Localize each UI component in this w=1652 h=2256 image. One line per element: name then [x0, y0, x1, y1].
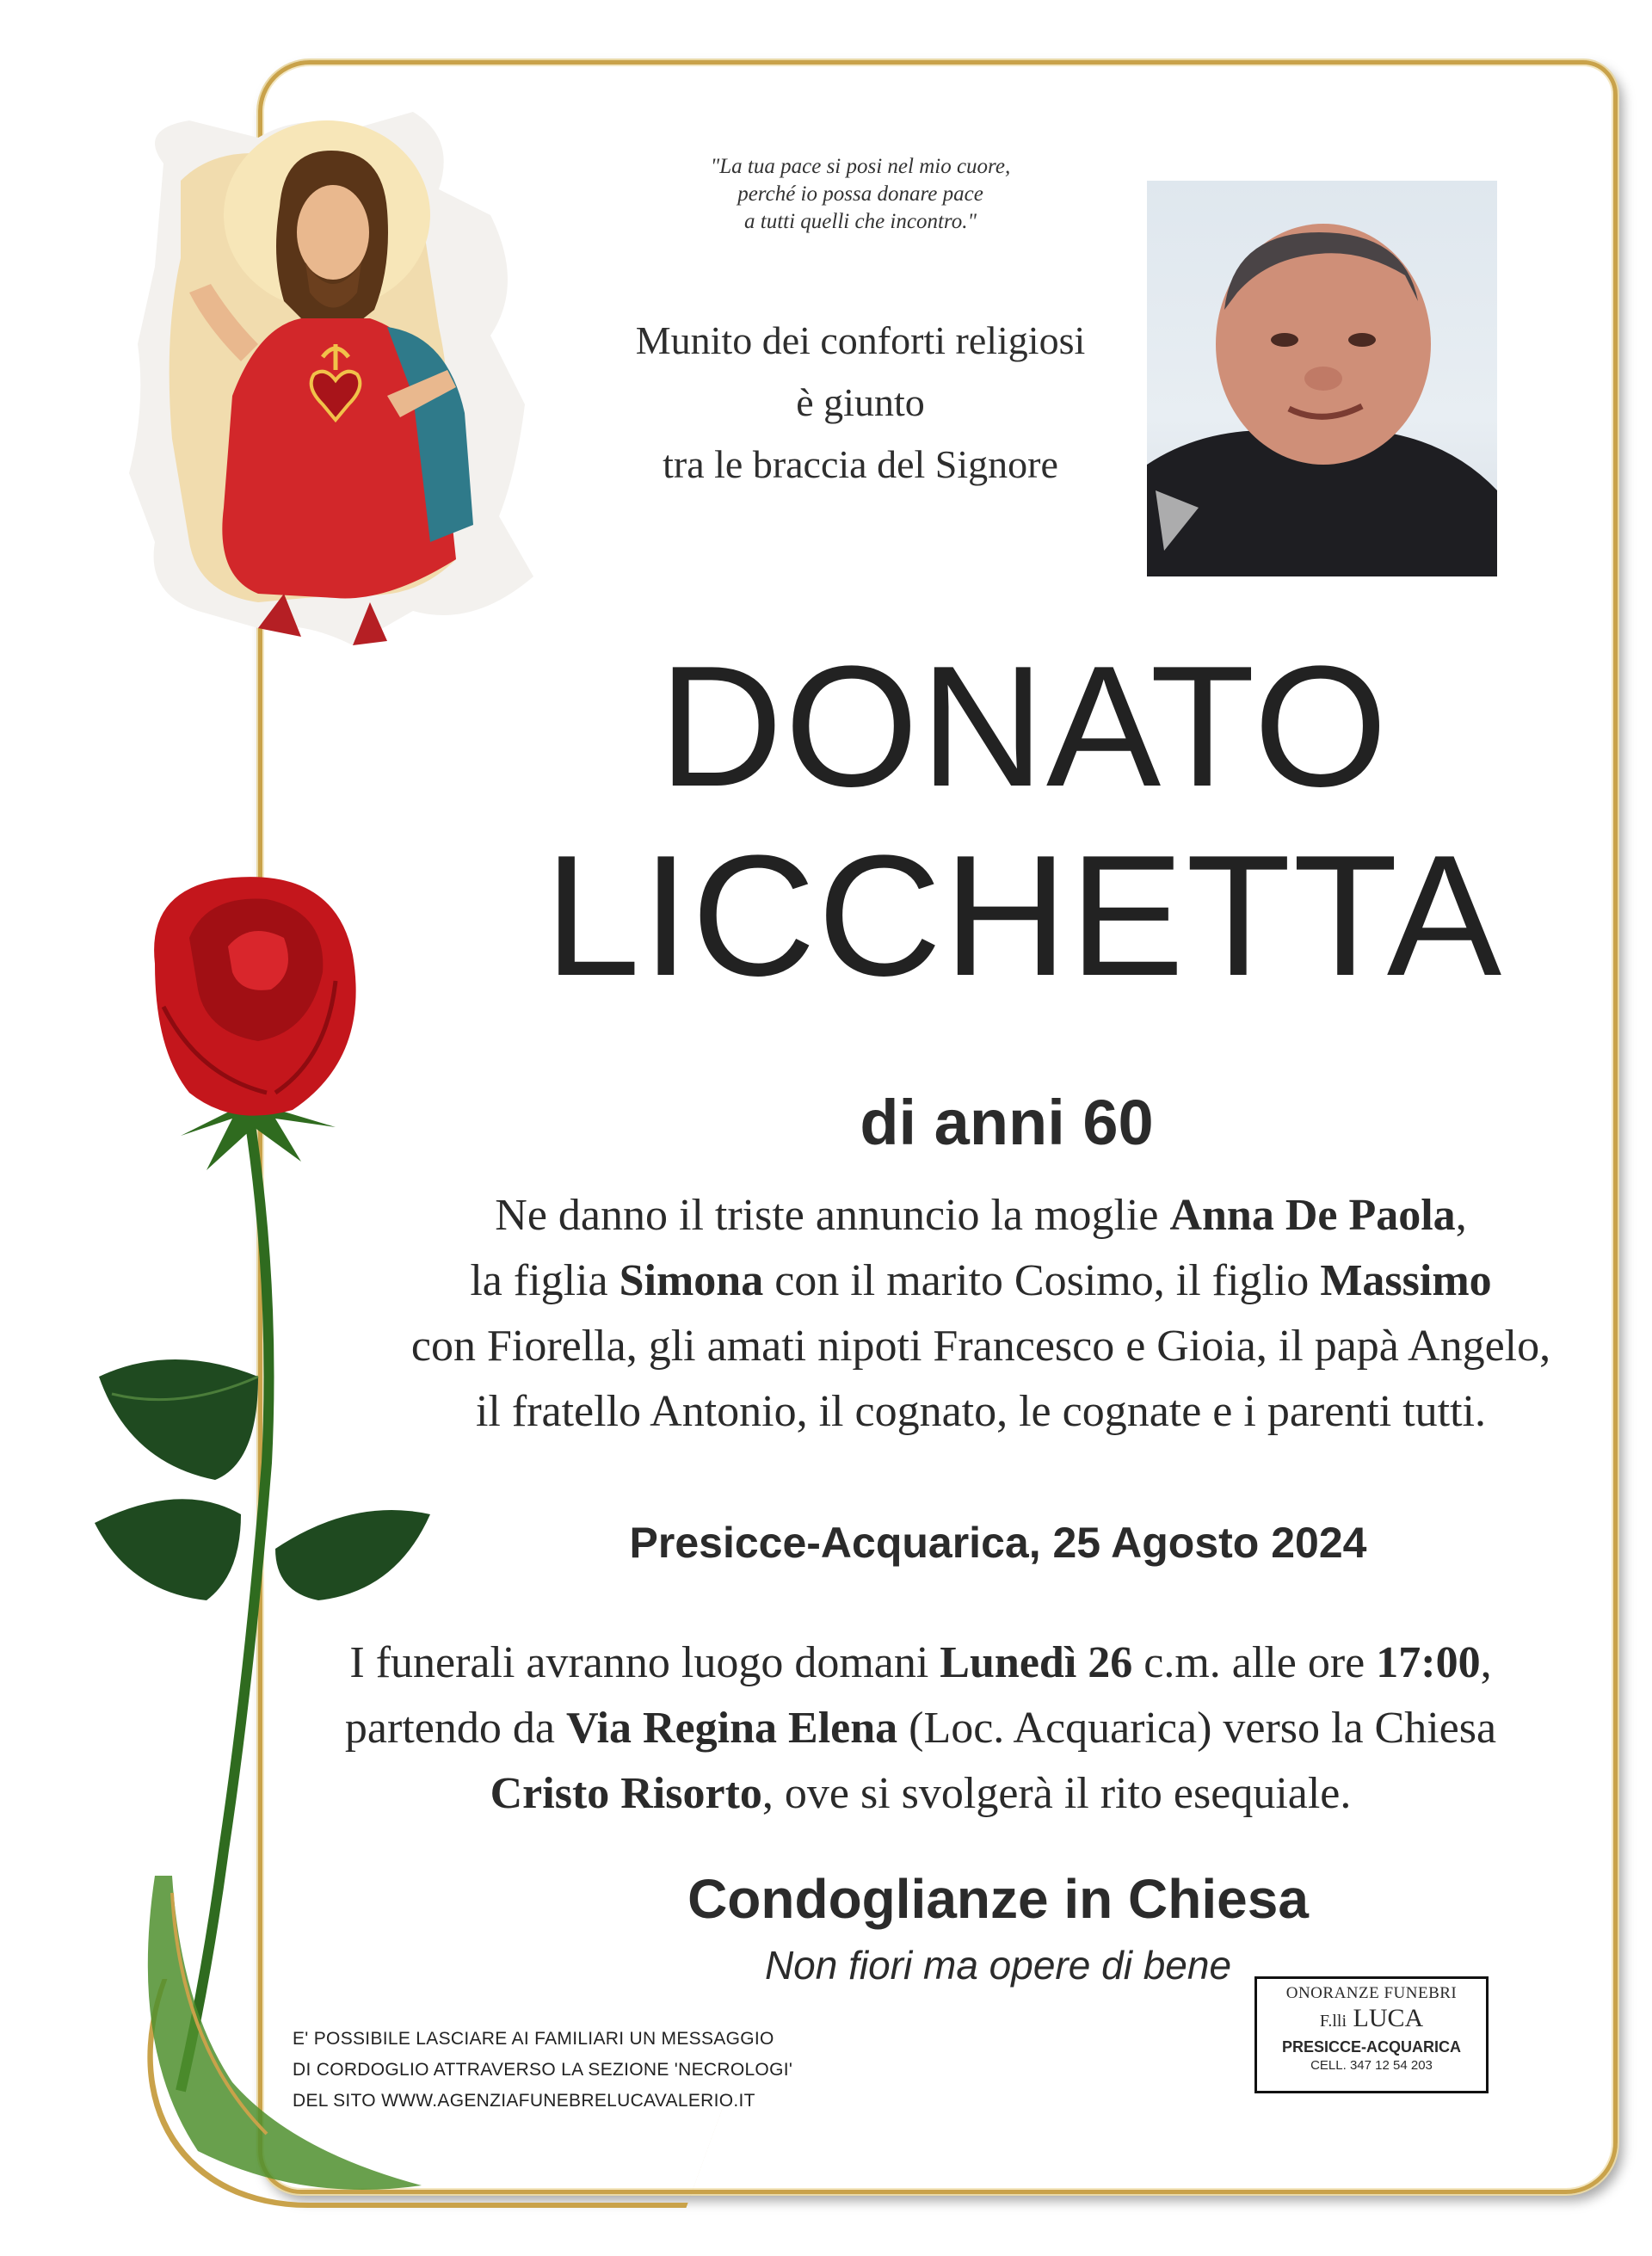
- funeral-time: 17:00: [1376, 1638, 1481, 1687]
- no-flowers-note: Non fiori ma opere di bene: [764, 1943, 1232, 1988]
- announce-line-3: con Fiorella, gli amati nipoti Francesco e Gioia, il papà Angelo,: [410, 1322, 1551, 1371]
- quote-block: [620, 153, 1101, 236]
- deceased-photo: [1147, 181, 1497, 576]
- place-date: Presicce-Acquarica, 25 Agosto 2024: [629, 1519, 1367, 1567]
- agency-phone: CELL. 347 12 54 203: [1310, 2058, 1433, 2073]
- daughter-name: Simona: [619, 1256, 764, 1305]
- announcement: [361, 1183, 1600, 1445]
- condolences: Condoglianze in Chiesa: [687, 1868, 1309, 1930]
- red-rose-image: [77, 860, 439, 2203]
- agency-line-2: [1257, 2003, 1486, 2037]
- quote-line: "La tua pace si posi nel mio cuore,: [710, 155, 1011, 178]
- agency-name: LUCA: [1353, 2004, 1424, 2032]
- funeral-line-1: [250, 1630, 1592, 1696]
- text: I funerali avranno luogo domani: [349, 1638, 940, 1687]
- text: c.m. alle ore: [1132, 1638, 1377, 1687]
- msg-line: E' POSSIBILE LASCIARE AI FAMILIARI UN MESSAGGIO: [293, 2029, 774, 2049]
- munito-line: tra le braccia del Signore: [663, 442, 1058, 486]
- text: partendo da: [344, 1704, 566, 1753]
- text: Ne danno il triste annuncio la moglie: [495, 1191, 1170, 1240]
- agency-line-1: ONORANZE FUNEBRI: [1285, 1984, 1458, 2002]
- funeral-details: [250, 1630, 1592, 1827]
- munito-line: è giunto: [796, 380, 925, 424]
- sacred-heart-image: [129, 112, 533, 645]
- announce-line-1: [361, 1183, 1600, 1248]
- funeral-line-3: [250, 1761, 1592, 1827]
- first-name: DONATO: [658, 631, 1390, 823]
- announce-line-2: [361, 1248, 1600, 1314]
- church-name: Cristo Risorto: [490, 1769, 762, 1818]
- agency-line-3: PRESICCE-ACQUARICA: [1281, 2038, 1461, 2056]
- son-name: Massimo: [1320, 1256, 1492, 1305]
- text: la figlia: [470, 1256, 620, 1305]
- wife-name: Anna De Paola: [1169, 1191, 1456, 1240]
- funeral-day: Lunedì 26: [940, 1638, 1133, 1687]
- quote-line: a tutti quelli che incontro.": [744, 210, 977, 233]
- street-name: Via Regina Elena: [565, 1704, 898, 1753]
- text: , ove si svolgerà il rito esequiale.: [761, 1769, 1352, 1818]
- quote-line: perché io possa donare pace: [737, 182, 983, 206]
- agency-prefix: F.lli: [1319, 2012, 1347, 2031]
- age: di anni 60: [860, 1087, 1154, 1158]
- text: con il marito Cosimo, il figlio: [763, 1256, 1321, 1305]
- funeral-agency-logo: [1254, 1976, 1489, 2093]
- text: (Loc. Acquarica) verso la Chiesa: [897, 1704, 1497, 1753]
- msg-line: DEL SITO WWW.AGENZIAFUNEBRELUCAVALERIO.IT: [293, 2091, 755, 2111]
- religious-comfort-text: [568, 310, 1153, 496]
- text: ,: [1455, 1191, 1467, 1240]
- text: ,: [1480, 1638, 1492, 1687]
- last-name: LICCHETTA: [544, 820, 1504, 1012]
- msg-line: DI CORDOGLIO ATTRAVERSO LA SEZIONE 'NECROLOGI': [293, 2060, 793, 2080]
- announce-line-4: il fratello Antonio, il cognato, le cognate e i parenti tutti.: [475, 1387, 1486, 1436]
- funeral-line-2: [250, 1696, 1592, 1761]
- munito-line: Munito dei conforti religiosi: [635, 318, 1086, 362]
